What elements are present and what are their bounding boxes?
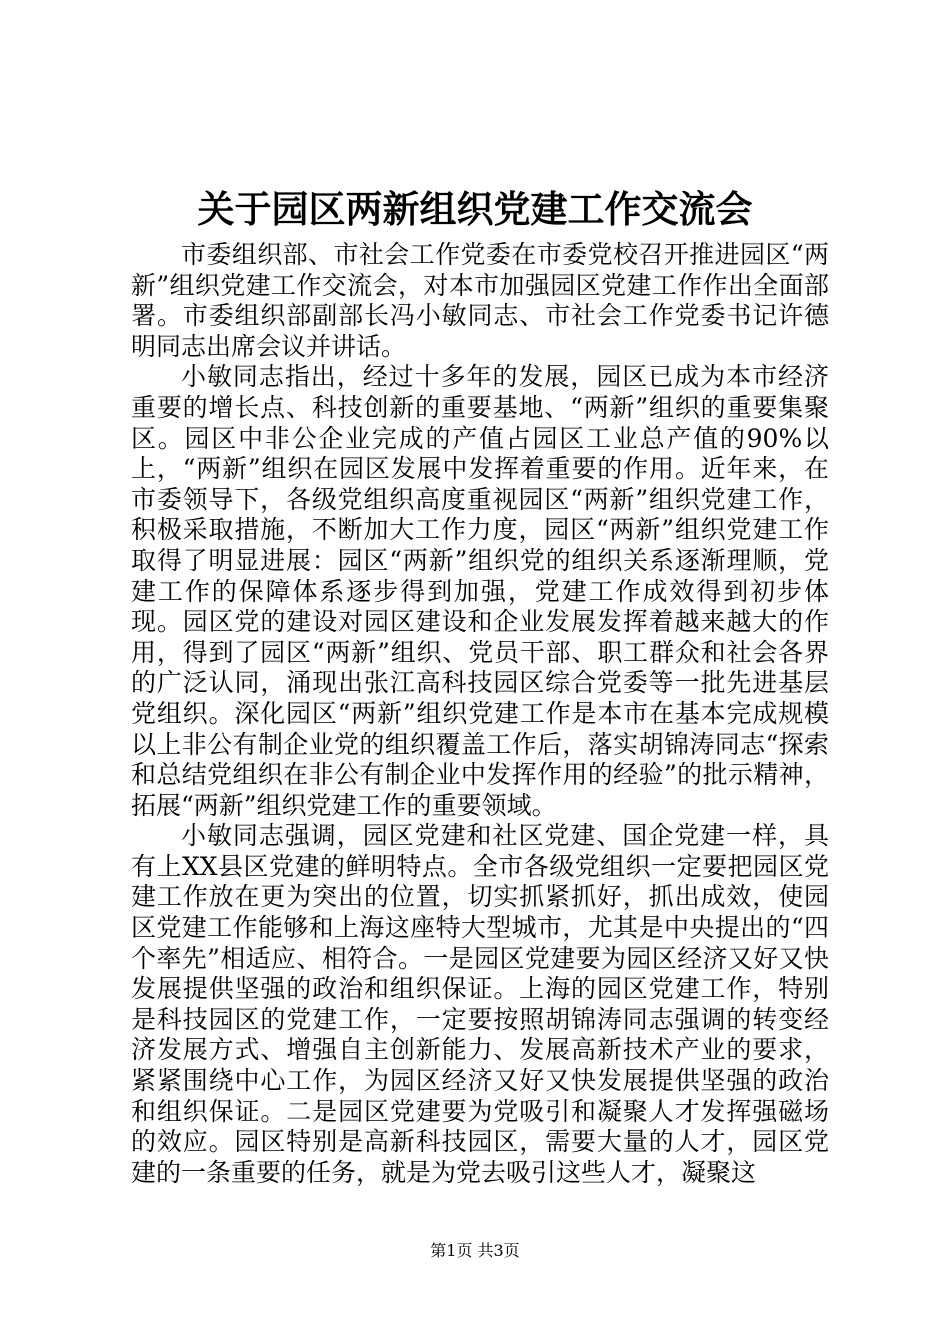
page-number: 第1页 共3页 xyxy=(430,1241,520,1260)
document-title: 关于园区两新组织党建工作交流会 xyxy=(197,187,753,231)
paragraph-achievements: 小敏同志指出，经过十多年的发展，园区已成为本市经济重要的增长点、科技创新的重要基地、“两新”组织的重要集聚区。园区中非公企业完成的产值占园区工业总产值的90%以上，“两新”组织在园区发展中发挥着重要的作用。近年来，在市委领导下，各级党组织高度重视园区“两新”组织党建工作，积极采取措施，不断加大工作力度，园区“两新”组织党建工作取得了明显进展：园区“两新”组织党的组织关系逐渐理顺，党建工作的保障体系逐步得到加强，党建工作成效得到初步体现。园区党的建设对园区建设和企业发展发挥着越来越大的作用，得到了园区“两新”组织、党员干部、职工群众和社会各界的广泛认同，涌现出张江高科技园区综合党委等一批先进基层党组织。深化园区“两新”组织党建工作是本市在基本完成规模以上非公有制企业党的组织覆盖工作后，落实胡锦涛同志“探索和总结党组织在非公有制企业中发挥作用的经验”的批示精神，拓展“两新”组织党建工作的重要领域。 xyxy=(131,362,829,820)
paragraph-requirements: 小敏同志强调，园区党建和社区党建、国企党建一样，具有上XX县区党建的鲜明特点。全市各级党组织一定要把园区党建工作放在更为突出的位置，切实抓紧抓好，抓出成效，使园区党建工作能够和上海这座特大型城市，尤其是中央提出的“四个率先”相适应、相符合。一是园区党建要为园区经济又好又快发展提供坚强的政治和组织保证。上海的园区党建工作，特别是科技园区的党建工作，一定要按照胡锦涛同志强调的转变经济发展方式、增强自主创新能力、发展高新技术产业的要求，紧紧围绕中心工作，为园区经济又好又快发展提供坚强的政治和组织保证。二是园区党建要为党吸引和凝聚人才发挥强磁场的效应。园区特别是高新科技园区，需要大量的人才，园区党建的一条重要的任务，就是为党去吸引这些人才，凝聚这 xyxy=(131,821,829,1187)
paragraph-intro: 市委组织部、市社会工作党委在市委党校召开推进园区“两新”组织党建工作交流会，对本市加强园区党建工作作出全面部署。市委组织部副部长冯小敏同志、市社会工作党委书记许德明同志出席会议并讲话。 xyxy=(131,240,829,361)
document-body xyxy=(131,240,829,1188)
